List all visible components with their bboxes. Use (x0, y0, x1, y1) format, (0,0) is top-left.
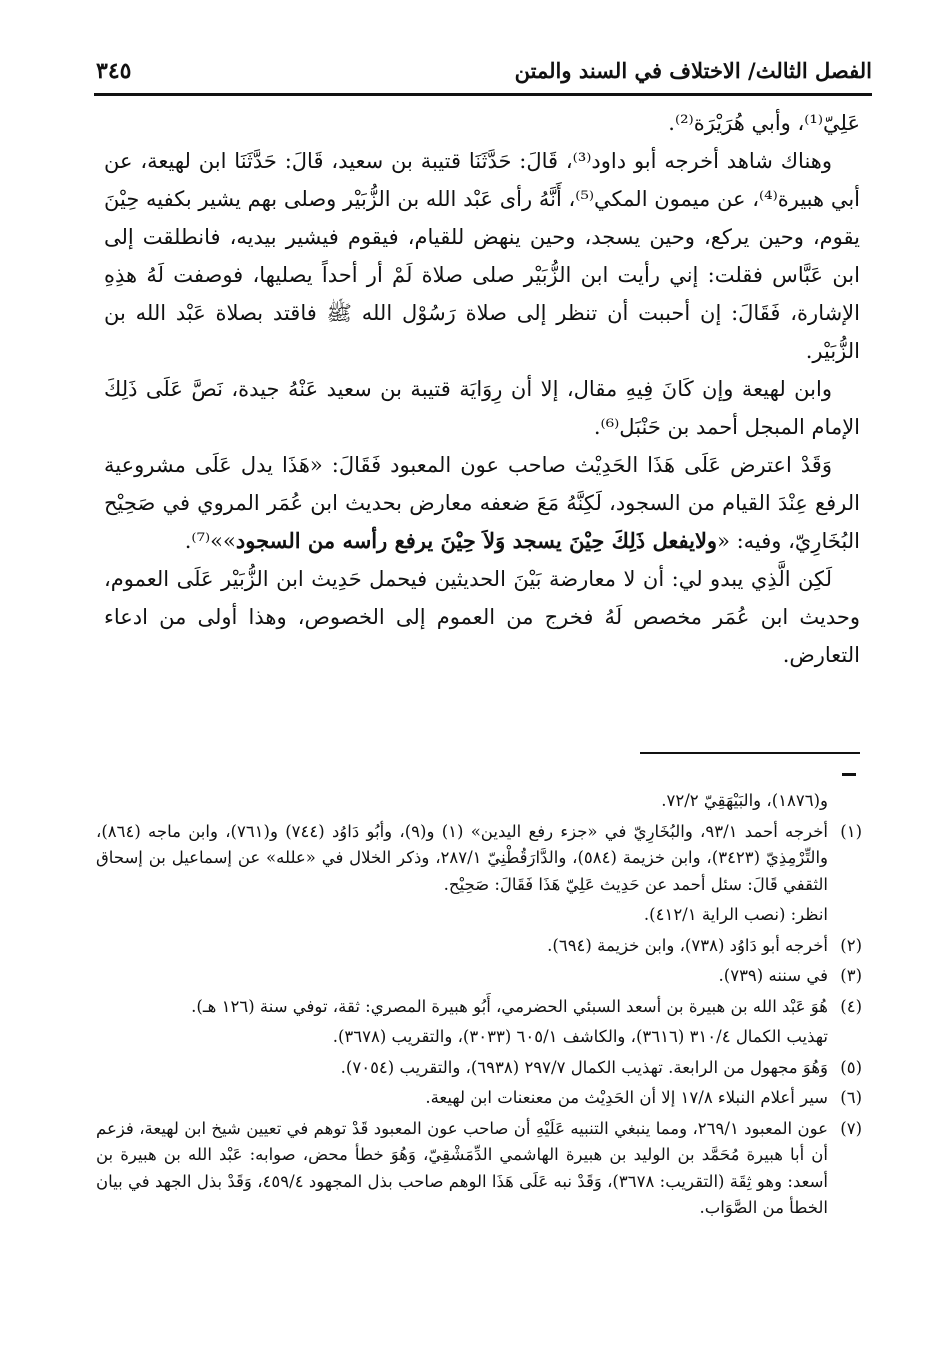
footnotes (96, 788, 862, 1226)
footnote-5 (96, 1055, 862, 1082)
footnote-text: عون المعبود ٢٦٩/١، ومما ينبغي التنبيه عَلَيْهِ أن صاحب عون المعبود قَدْ توهم في تعيين شيخ ابن لهيعة، فزعم أن أبا هبيرة مُحَمَّد بن الوليد بن هبيرة الهاشمي الدِّمَشْقِيّ، وَهُوَ خطأ محض، صوابه: عَبْد الله بن هبيرة بن أسعد: وهو ثِقَة (التقريب: ٣٦٧٨)، وَقَدْ نبه عَلَى هَذَا الوهم صاحب بذل المجهود ٤٥٩/٤، وَقَدْ بذل الجهد في بيان الخطأ من الصَّوَاب. (96, 1118, 828, 1217)
footnote-text: في سننه (٧٣٩). (718, 966, 828, 985)
footnote-text: هُوَ عَبْد الله بن هبيرة بن أسعد السبئي الحضرمي، أَبُو هبيرة المصري: ثقة، توفي سنة (١٢٦ هـ). (191, 996, 828, 1016)
footnote-7 (96, 1116, 862, 1222)
chapter-title: الفصل الثالث/ الاختلاف في السند والمتن (514, 58, 872, 83)
paragraph-3: وابن لهيعة وإن كَانَ فِيهِ مقال، إلا أن رِوَايَة قتيبة بن سعيد عَنْهُ جيدة، نَصَّ عَلَى ذَلِكَ الإمام المبجل أحمد بن حَنْبَل⁽⁶⁾. (104, 377, 860, 439)
footnote-2 (96, 933, 862, 960)
paragraph-1: عَلِيّ⁽¹⁾، وأبي هُرَيْرَة⁽²⁾. (668, 111, 860, 135)
footnote-1 (96, 819, 862, 899)
footnote-number: (٥) (840, 1057, 862, 1077)
footnote-number: (٦) (840, 1088, 862, 1107)
footnote-carryover: و(١٨٧٦)، والبَيْهَقِيّ ٧٢/٢. (661, 791, 828, 810)
header-rule (94, 93, 872, 96)
footnote-number: (٢) (840, 935, 862, 955)
paragraph-5: لَكِن الَّذِي يبدو لي: أن لا معارضة بَيْنَ الحديثين فيحمل حَدِيث ابن الزُّبَيْر عَلَى العموم، وحديث ابن عُمَر مخصص لَهُ فخرج من العموم إلى الخصوص، وهذا أولى من ادعاء التعارض. (104, 567, 860, 667)
footnote-6 (96, 1085, 862, 1112)
paragraph-4 (104, 446, 860, 560)
paragraph-2: وهناك شاهد أخرجه أبو داود⁽³⁾، قَالَ: حَدَّثَنَا قتيبة بن سعيد، قَالَ: حَدَّثَنَا ابن لهيعة، عن أبي هبيرة⁽⁴⁾، عن ميمون المكي⁽⁵⁾، أَنَّهُ رأى عَبْد الله بن الزُّبَيْر وصلى بهم يشير بكفيه حِيْنَ يقوم، وحين يركع، وحين يسجد، وحين ينهض للقيام، فيقوم فيشير بيديه، فانطلقت إلى ابن عَبَّاس فقلت: إني رأيت ابن الزُّبَيْر صلى صلاة لَمْ أر أحداً يصليها، فوصفت لَهُ هذِهِ الإشارة، فَقَالَ: إن أحببت أن تنظر إلى صلاة رَسُوْل الله ﷺ فاقتد بصلاة عَبْد الله بن الزُّبَيْر. (104, 149, 861, 363)
footnote-text: سير أعلام النبلاء ١٧/٨ إلا أن الحَدِيْث من معنعنات ابن لهيعة. (425, 1088, 828, 1107)
hadith-quote: ولايفعل ذَلِكَ حِيْنَ يسجد وَلاَ حِيْنَ يرفع رأسه من السجود (235, 528, 718, 553)
footnote-continuation-mark (842, 773, 856, 776)
paragraph-4-intro: وَقَدْ اعترض عَلَى هَذَا الحَدِيْث صاحب عون المعبود فَقَالَ: «هَذَا يدل عَلَى مشروعية الرفع عِنْدَ القيام من السجود، لَكِنَّهُ مَعَ ضعفه معارض بحديث ابن عُمَر المروي في صَحِيْح البُخَارِيّ، وفيه: « (104, 453, 860, 553)
footnote-number: (٣) (840, 966, 862, 985)
footnote-3 (96, 963, 862, 990)
paragraph-4-end: »»⁽⁷⁾. (184, 529, 236, 553)
footnote-text: وَهُوَ مجهول من الرابعة. تهذيب الكمال ٢٩٧/٧ (٦٩٣٨)، والتقريب (٧٠٥٤). (340, 1057, 828, 1077)
main-text (104, 104, 860, 674)
footnote-number: (٤) (840, 996, 862, 1016)
page-number: ٣٤٥ (96, 58, 132, 84)
footnote-4 (96, 994, 862, 1021)
running-header (96, 54, 872, 92)
footnote-number: (١) (840, 821, 862, 841)
footnote-1-continuation: انظر: (نصب الراية ٤١٢/١). (643, 905, 828, 924)
footnote-text: أخرجه أبو دَاوُد (٧٣٨)، وابن خزيمة (٦٩٤). (547, 935, 828, 955)
footnote-separator (640, 752, 860, 754)
footnote-text: أخرجه أحمد ٩٣/١، والبُخَارِيّ في «جزء رفع اليدين» (١) و(٩)، وأبُو دَاوُد (٧٤٤) و(٧٦١)، وابن ماجه (٨٦٤)، والتِّرْمِذِيّ (٣٤٢٣)، وابن خزيمة (٥٨٤)، والدَّارَقُطْنِيّ ٢٨٧/١، وذكر الخلال في «علله» عن إسماعيل بن إسحاق الثقفي قَالَ: سئل أحمد عن حَدِيث عَلِيّ هَذَا فَقَالَ: صَحِيْح. (96, 821, 828, 894)
footnote-4-continuation: تهذيب الكمال ٣١٠/٤ (٣٦١٦)، والكاشف ٦٠٥/١ (٣٠٣٣)، والتقريب (٣٦٧٨). (332, 1027, 828, 1046)
footnote-number: (٧) (840, 1118, 862, 1138)
